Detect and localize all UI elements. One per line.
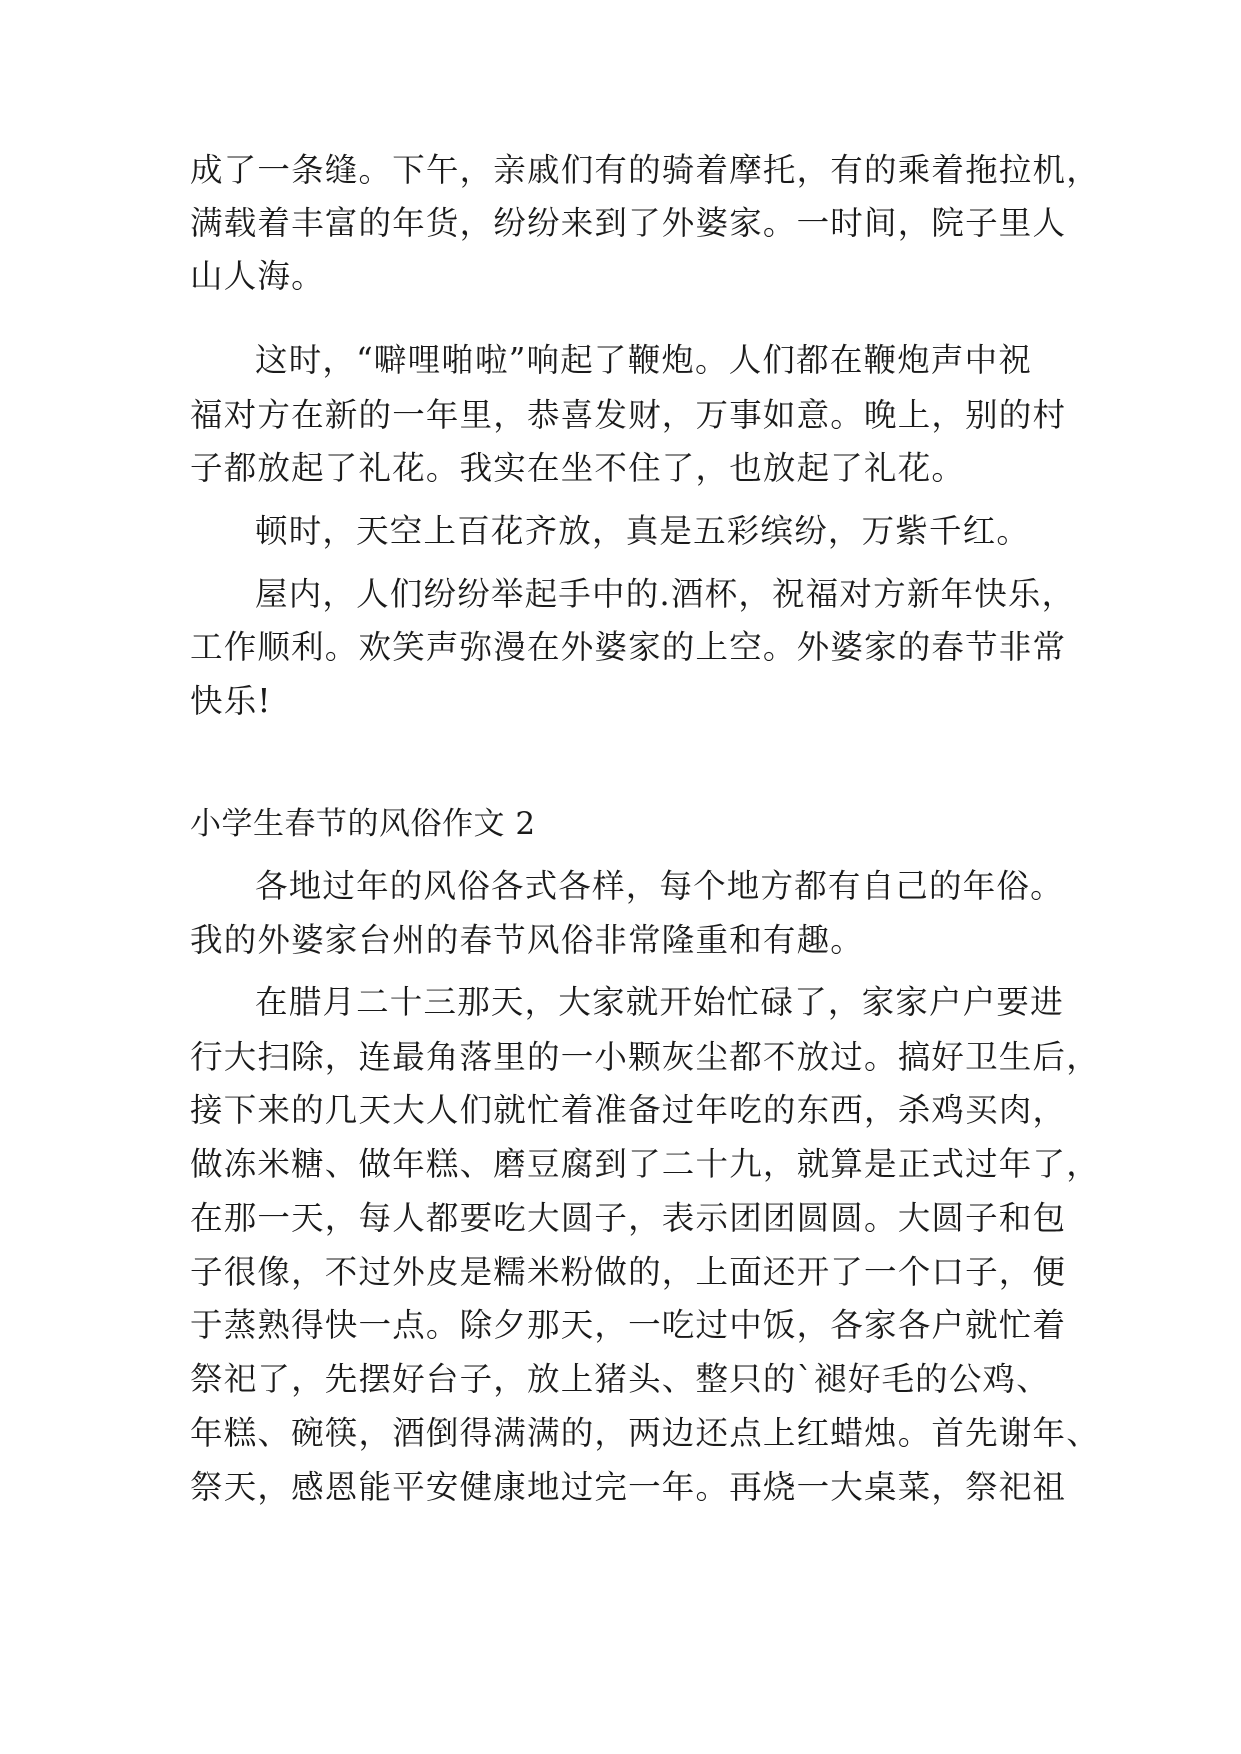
text-line: 快乐! (190, 682, 272, 720)
text-line: 满载着丰富的年货，纷纷来到了外婆家。一时间，院子里人 (190, 204, 1067, 242)
text-line: 祭祀了，先摆好台子，放上猪头、整只的`褪好毛的公鸡、 (190, 1360, 1050, 1398)
text-line: 成了一条缝。下午，亲戚们有的骑着摩托，有的乘着拖拉机， (190, 151, 1100, 189)
text-line: 工作顺利。欢笑声弥漫在外婆家的上空。外婆家的春节非常 (190, 628, 1067, 666)
text-line: 各地过年的风俗各式各样，每个地方都有自己的年俗。 (255, 867, 1064, 905)
text-line: 在腊月二十三那天，大家就开始忙碌了，家家户户要进 (255, 983, 1064, 1021)
text-line: 这时，“噼哩啪啦”响起了鞭炮。人们都在鞭炮声中祝 (255, 341, 1033, 379)
text-line: 顿时，天空上百花齐放，真是五彩缤纷，万紫千红。 (255, 512, 1031, 550)
text-line: 接下来的几天大人们就忙着准备过年吃的东西，杀鸡买肉， (190, 1091, 1067, 1129)
text-line: 在那一天，每人都要吃大圆子，表示团团圆圆。大圆子和包 (190, 1199, 1067, 1237)
text-line: 做冻米糖、做年糕、磨豆腐到了二十九，就算是正式过年了， (190, 1145, 1100, 1183)
text-line: 年糕、碗筷，酒倒得满满的，两边还点上红蜡烛。首先谢年、 (190, 1414, 1100, 1452)
text-line: 我的外婆家台州的春节风俗非常隆重和有趣。 (190, 921, 865, 959)
text-line: 福对方在新的一年里，恭喜发财，万事如意。晚上，别的村 (190, 396, 1067, 434)
section-title: 小学生春节的风俗作文 2 (190, 806, 536, 842)
text-line: 子都放起了礼花。我实在坐不住了，也放起了礼花。 (190, 449, 966, 487)
text-line: 子很像，不过外皮是糯米粉做的，上面还开了一个口子，便 (190, 1253, 1067, 1291)
text-line: 于蒸熟得快一点。除夕那天，一吃过中饭，各家各户就忙着 (190, 1306, 1067, 1344)
text-line: 山人海。 (190, 257, 325, 295)
text-line: 屋内，人们纷纷举起手中的.酒杯，祝福对方新年快乐， (255, 575, 1076, 613)
text-line: 祭天，感恩能平安健康地过完一年。再烧一大桌菜，祭祀祖 (190, 1468, 1067, 1506)
text-line: 行大扫除，连最角落里的一小颗灰尘都不放过。搞好卫生后， (190, 1038, 1100, 1076)
